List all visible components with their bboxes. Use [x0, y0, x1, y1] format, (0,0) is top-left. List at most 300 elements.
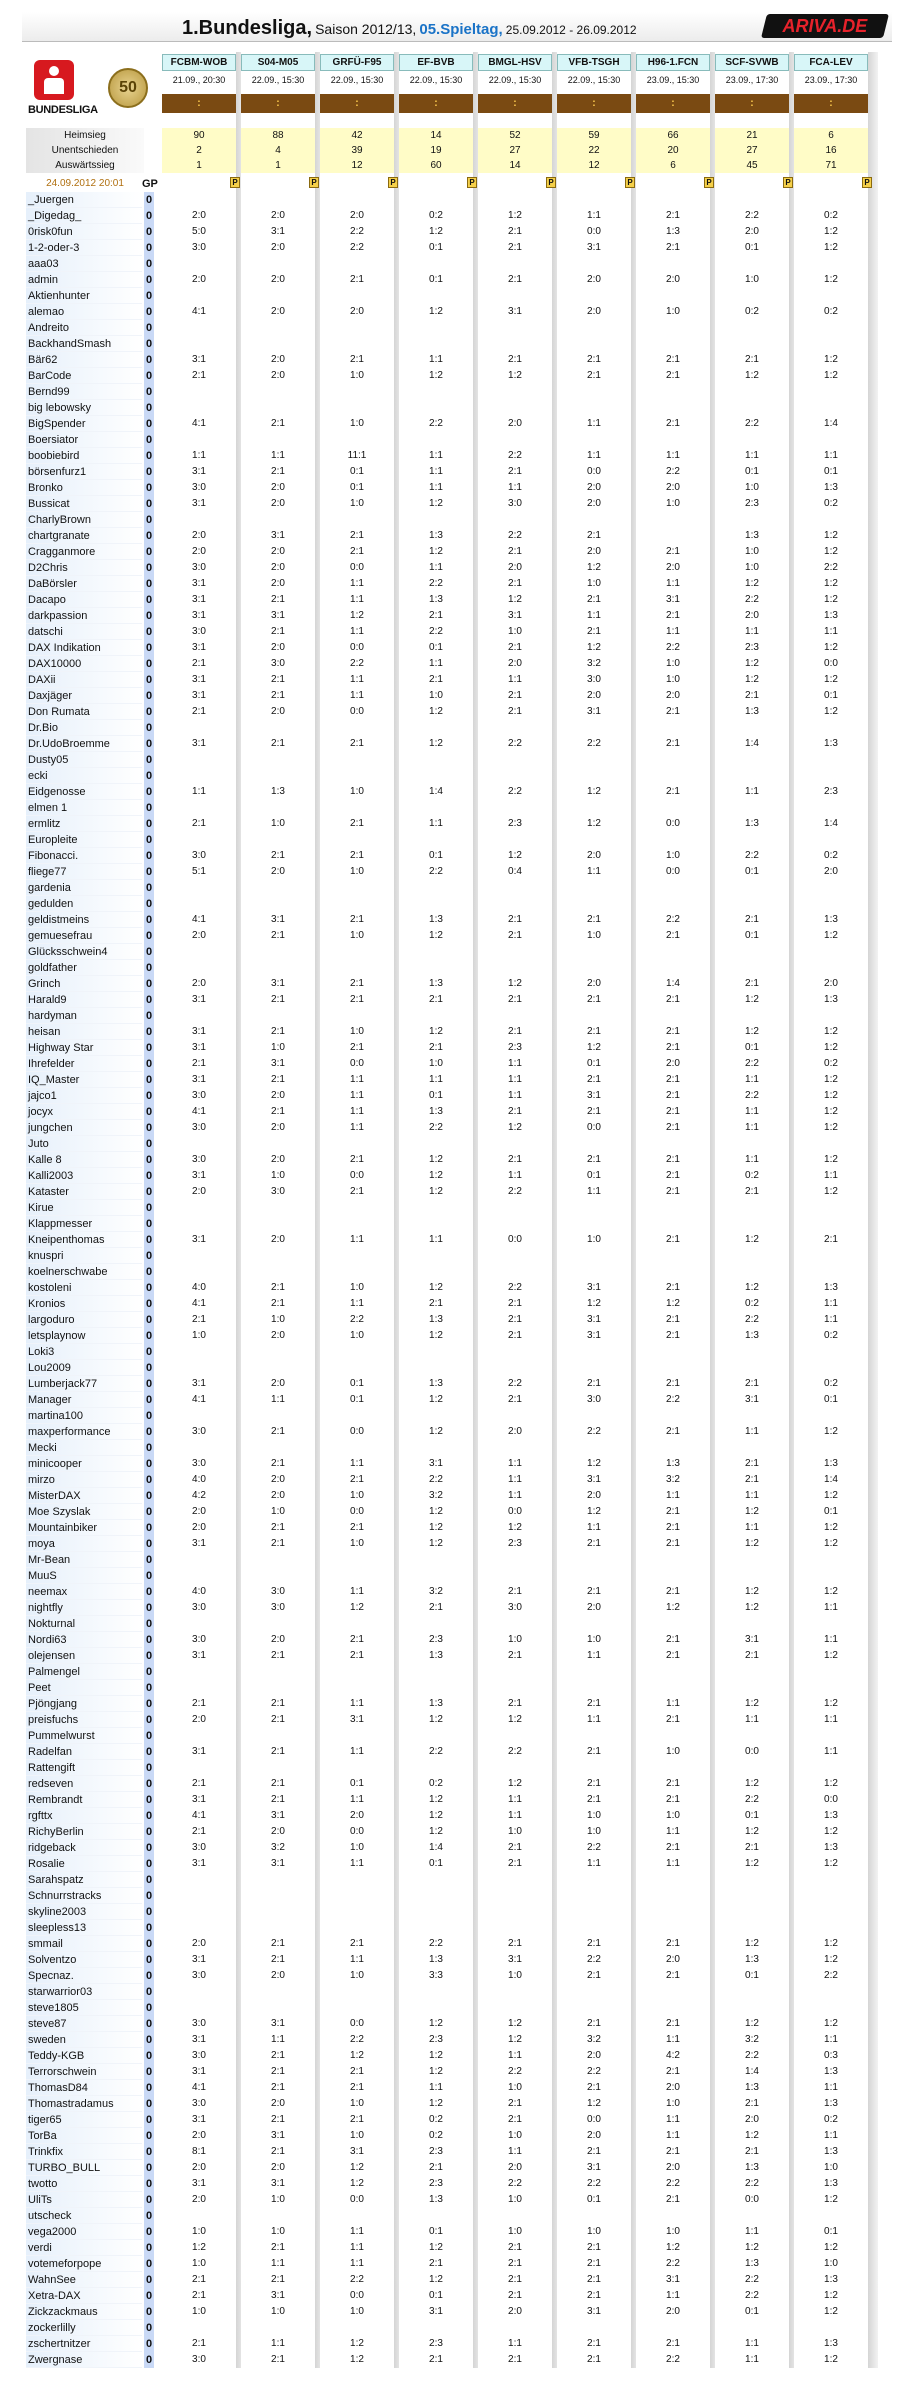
tip-cell — [715, 832, 789, 848]
match-code[interactable]: H96-1.FCN — [636, 54, 710, 71]
player-name[interactable]: Sarahspatz — [26, 1872, 142, 1888]
player-name[interactable]: Lou2009 — [26, 1360, 142, 1376]
player-name[interactable]: Juto — [26, 1136, 142, 1152]
player-name[interactable]: Don Rumata — [26, 704, 142, 720]
player-name[interactable]: Terrorschwein — [26, 2064, 142, 2080]
player-name[interactable]: ecki — [26, 768, 142, 784]
tip-cell: 3:0 — [508, 498, 522, 509]
home-win-count: 66 — [636, 128, 710, 143]
player-name[interactable]: Bussicat — [26, 496, 142, 512]
player-name[interactable]: Radelfan — [26, 1744, 142, 1760]
player-name[interactable]: _Juergen — [26, 192, 142, 208]
player-name[interactable]: olejensen — [26, 1648, 142, 1664]
tip-cell: 1:0 — [271, 1042, 285, 1053]
tip-cell: 2:1 — [745, 1186, 759, 1197]
tip-cell: 3:1 — [192, 1074, 206, 1085]
player-name[interactable]: Bär62 — [26, 352, 142, 368]
tip-cell — [399, 512, 473, 528]
player-name[interactable]: minicooper — [26, 1456, 142, 1472]
player-name[interactable]: skyline2003 — [26, 1904, 142, 1920]
tip-cell: 1:1 — [666, 2034, 680, 2045]
player-name[interactable]: Boersiator — [26, 432, 142, 448]
player-name[interactable]: Cragganmore — [26, 544, 142, 560]
tip-cell: 2:1 — [350, 818, 364, 829]
player-name[interactable]: Mecki — [26, 1440, 142, 1456]
tip-cell: 0:0 — [350, 1506, 364, 1517]
tip-cell — [636, 1200, 710, 1216]
tip-cell: 1:3 — [271, 786, 285, 797]
player-name[interactable]: Kirue — [26, 1200, 142, 1216]
tip-cell: 2:1 — [350, 978, 364, 989]
player-name[interactable]: verdi — [26, 2240, 142, 2256]
player-name[interactable]: Palmengel — [26, 1664, 142, 1680]
tip-cell: 0:0 — [824, 658, 838, 669]
player-name[interactable]: DAX Indikation — [26, 640, 142, 656]
player-name[interactable]: Teddy-KGB — [26, 2048, 142, 2064]
tip-cell — [478, 1216, 552, 1232]
tip-cell — [557, 1616, 631, 1632]
tip-cell: 3:1 — [192, 1650, 206, 1661]
tip-cell: 0:2 — [824, 850, 838, 861]
tip-cell — [794, 400, 868, 416]
points-icon[interactable]: P — [783, 177, 793, 188]
tip-cell: 1:3 — [666, 226, 680, 237]
player-gp: 0 — [145, 1538, 153, 1550]
player-name[interactable]: zschertnitzer — [26, 2336, 142, 2352]
player-name[interactable]: TURBO_BULL — [26, 2160, 142, 2176]
match-score-bar — [241, 94, 315, 113]
player-name[interactable]: Bernd99 — [26, 384, 142, 400]
tip-cell: 1:1 — [429, 1074, 443, 1085]
player-name[interactable]: Trinkfix — [26, 2144, 142, 2160]
player-gp: 0 — [145, 1202, 153, 1214]
tip-cell — [715, 2320, 789, 2336]
match-code[interactable]: FCA-LEV — [794, 54, 868, 71]
tip-cell: 4:1 — [192, 1394, 206, 1405]
tip-cell: 1:1 — [666, 450, 680, 461]
tip-cell: 3:1 — [429, 1458, 443, 1469]
player-gp: 0 — [145, 1762, 153, 1774]
tip-cell — [715, 1344, 789, 1360]
player-name[interactable]: kostoleni — [26, 1280, 142, 1296]
tip-cell: 1:1 — [587, 418, 601, 429]
tip-cell: 3:0 — [508, 1602, 522, 1613]
tip-cell — [241, 1728, 315, 1744]
tip-cell — [794, 960, 868, 976]
player-name[interactable]: nightfly — [26, 1600, 142, 1616]
player-name[interactable]: Manager — [26, 1392, 142, 1408]
tip-cell: 2:3 — [745, 498, 759, 509]
player-name[interactable]: hardyman — [26, 1008, 142, 1024]
tip-cell: 1:2 — [429, 706, 443, 717]
points-icon[interactable]: P — [467, 177, 477, 188]
player-name[interactable]: heisan — [26, 1024, 142, 1040]
player-name[interactable]: MisterDAX — [26, 1488, 142, 1504]
tip-cell: 0:1 — [745, 930, 759, 941]
player-name[interactable]: Kalli2003 — [26, 1168, 142, 1184]
player-name[interactable]: Kalle 8 — [26, 1152, 142, 1168]
tip-cell: 1:2 — [666, 1602, 680, 1613]
player-name[interactable]: BackhandSmash — [26, 336, 142, 352]
tip-cell — [478, 256, 552, 272]
player-gp: 0 — [145, 2082, 153, 2094]
player-name[interactable]: Andreito — [26, 320, 142, 336]
draw-count: 22 — [557, 143, 631, 158]
match-code[interactable]: BMGL-HSV — [478, 54, 552, 71]
tip-cell: 2:1 — [508, 2274, 522, 2285]
tip-cell: 1:1 — [271, 450, 285, 461]
player-name[interactable]: starwarrior03 — [26, 1984, 142, 2000]
player-name[interactable]: Nordi63 — [26, 1632, 142, 1648]
player-name[interactable]: gardenia — [26, 880, 142, 896]
points-icon[interactable]: P — [862, 177, 872, 188]
player-name[interactable]: vega2000 — [26, 2224, 142, 2240]
player-name[interactable]: BigSpender — [26, 416, 142, 432]
tip-cell: 1:3 — [429, 1698, 443, 1709]
ariva-logo-text: ARIVA.DE — [782, 16, 868, 36]
player-name[interactable]: steve1805 — [26, 2000, 142, 2016]
player-name[interactable]: Ihrefelder — [26, 1056, 142, 1072]
player-name[interactable]: admin — [26, 272, 142, 288]
tip-cell: 1:4 — [429, 786, 443, 797]
tip-cell: 2:1 — [666, 1522, 680, 1533]
match-kickoff: 22.09., 15:30 — [320, 72, 394, 89]
date-range: 25.09.2012 - 26.09.2012 — [505, 23, 637, 37]
player-name[interactable]: big lebowsky — [26, 400, 142, 416]
player-name[interactable]: elmen 1 — [26, 800, 142, 816]
tip-cell: 2:0 — [271, 354, 285, 365]
player-name[interactable]: Rembrandt — [26, 1792, 142, 1808]
player-name[interactable]: knuspri — [26, 1248, 142, 1264]
tip-cell: 2:0 — [192, 2162, 206, 2173]
player-name[interactable]: Lumberjack77 — [26, 1376, 142, 1392]
tip-cell: 0:0 — [745, 2194, 759, 2205]
tip-cell — [399, 1440, 473, 1456]
player-name[interactable]: DaBörsler — [26, 576, 142, 592]
player-name[interactable]: votemeforpope — [26, 2256, 142, 2272]
player-name[interactable]: chartgranate — [26, 528, 142, 544]
tip-cell — [557, 1248, 631, 1264]
player-name[interactable]: börsenfurz1 — [26, 464, 142, 480]
player-name[interactable]: sleepless13 — [26, 1920, 142, 1936]
tip-cell: 2:0 — [271, 562, 285, 573]
player-name[interactable]: alemao — [26, 304, 142, 320]
tip-cell — [399, 832, 473, 848]
player-name[interactable]: Grinch — [26, 976, 142, 992]
player-name[interactable]: letsplaynow — [26, 1328, 142, 1344]
player-name[interactable]: Mr-Bean — [26, 1552, 142, 1568]
tip-cell: 2:1 — [666, 610, 680, 621]
player-name[interactable]: steve87 — [26, 2016, 142, 2032]
points-icon[interactable]: P — [309, 177, 319, 188]
player-name[interactable]: D2Chris — [26, 560, 142, 576]
matchday-link[interactable]: 05.Spieltag, — [419, 21, 503, 38]
player-gp: 0 — [145, 1506, 153, 1518]
player-name[interactable]: koelnerschwabe — [26, 1264, 142, 1280]
player-name[interactable]: UliTs — [26, 2192, 142, 2208]
player-name[interactable]: Nokturnal — [26, 1616, 142, 1632]
player-gp: 0 — [145, 738, 153, 750]
points-icon[interactable]: P — [546, 177, 556, 188]
player-name[interactable]: ermlitz — [26, 816, 142, 832]
player-name[interactable]: Thomastradamus — [26, 2096, 142, 2112]
player-name[interactable]: ridgeback — [26, 1840, 142, 1856]
tip-cell: 2:1 — [271, 2066, 285, 2077]
player-name[interactable]: Dusty05 — [26, 752, 142, 768]
player-name[interactable]: MuuS — [26, 1568, 142, 1584]
player-name[interactable]: goldfather — [26, 960, 142, 976]
tip-cell — [162, 1920, 236, 1936]
player-name[interactable]: Bronko — [26, 480, 142, 496]
player-name[interactable]: fliege77 — [26, 864, 142, 880]
tip-cell — [241, 752, 315, 768]
player-name[interactable]: Moe Szyslak — [26, 1504, 142, 1520]
tip-cell — [399, 2208, 473, 2224]
player-name[interactable]: ThomasD84 — [26, 2080, 142, 2096]
tip-cell — [478, 1408, 552, 1424]
player-name[interactable]: Pummelwurst — [26, 1728, 142, 1744]
player-name[interactable]: preisfuchs — [26, 1712, 142, 1728]
player-gp: 0 — [145, 306, 153, 318]
match-code[interactable]: GRFÜ-F95 — [320, 54, 394, 71]
match-kickoff: 23.09., 15:30 — [636, 72, 710, 89]
player-gp: 0 — [145, 2258, 153, 2270]
tip-cell: 2:0 — [271, 642, 285, 653]
tip-cell: 1:0 — [508, 2082, 522, 2093]
match-code[interactable]: FCBM-WOB — [162, 54, 236, 71]
player-name[interactable]: Aktienhunter — [26, 288, 142, 304]
tip-cell — [794, 1872, 868, 1888]
player-gp: 0 — [145, 2226, 153, 2238]
player-name[interactable]: Pjöngjang — [26, 1696, 142, 1712]
tip-cell: 4:0 — [192, 1586, 206, 1597]
tip-cell: 3:0 — [192, 2354, 206, 2365]
tip-cell: 1:1 — [587, 1186, 601, 1197]
player-name[interactable]: gedulden — [26, 896, 142, 912]
tip-cell: 4:0 — [192, 1282, 206, 1293]
tip-cell — [478, 1008, 552, 1024]
tip-cell: 1:2 — [824, 2018, 838, 2029]
player-name[interactable]: jocyx — [26, 1104, 142, 1120]
player-name[interactable]: tiger65 — [26, 2112, 142, 2128]
ariva-logo[interactable] — [761, 14, 889, 38]
tip-cell — [715, 896, 789, 912]
tip-cell: 1:1 — [745, 1714, 759, 1725]
player-gp: 0 — [145, 1682, 153, 1694]
tip-cell: 1:3 — [429, 530, 443, 541]
tip-cell: 0:1 — [745, 1970, 759, 1981]
tip-cell: 3:1 — [271, 2290, 285, 2301]
points-icon[interactable]: P — [388, 177, 398, 188]
tip-cell — [636, 1408, 710, 1424]
player-name[interactable]: aaa03 — [26, 256, 142, 272]
tip-cell: 1:3 — [824, 1842, 838, 1853]
tip-cell: 1:1 — [587, 1714, 601, 1725]
tip-cell: 0:2 — [824, 210, 838, 221]
player-gp: 0 — [145, 2338, 153, 2350]
player-name[interactable]: IQ_Master — [26, 1072, 142, 1088]
player-name[interactable]: RichyBerlin — [26, 1824, 142, 1840]
player-name[interactable]: Zickzackmaus — [26, 2304, 142, 2320]
tip-cell: 1:0 — [824, 2258, 838, 2269]
tip-cell — [320, 512, 394, 528]
player-name[interactable]: jungchen — [26, 1120, 142, 1136]
tip-cell — [241, 192, 315, 208]
tip-cell — [794, 336, 868, 352]
tip-cell: 2:1 — [587, 1074, 601, 1085]
player-gp: 0 — [145, 226, 153, 238]
tip-cell — [241, 1616, 315, 1632]
tip-cell — [715, 944, 789, 960]
player-name[interactable]: neemax — [26, 1584, 142, 1600]
player-gp: 0 — [145, 1170, 153, 1182]
player-name[interactable]: WahnSee — [26, 2272, 142, 2288]
tip-cell — [715, 2208, 789, 2224]
tip-cell: 0:1 — [429, 1090, 443, 1101]
player-name[interactable]: maxperformance — [26, 1424, 142, 1440]
player-name[interactable]: 0risk0fun — [26, 224, 142, 240]
tip-cell — [557, 320, 631, 336]
away-win-count: 6 — [636, 158, 710, 173]
player-name[interactable]: twotto — [26, 2176, 142, 2192]
tip-cell: 1:0 — [508, 2226, 522, 2237]
player-name[interactable]: moya — [26, 1536, 142, 1552]
player-name[interactable]: Highway Star — [26, 1040, 142, 1056]
tip-cell: 1:1 — [508, 1074, 522, 1085]
tip-cell: 1:1 — [587, 210, 601, 221]
player-name[interactable]: Specnaz. — [26, 1968, 142, 1984]
player-name[interactable]: Dr.UdoBroemme — [26, 736, 142, 752]
player-name[interactable]: Klappmesser — [26, 1216, 142, 1232]
tip-cell — [162, 1664, 236, 1680]
tip-cell — [794, 2320, 868, 2336]
match-kickoff: 22.09., 15:30 — [399, 72, 473, 89]
player-name[interactable]: BarCode — [26, 368, 142, 384]
player-name[interactable]: largoduro — [26, 1312, 142, 1328]
tip-cell: 1:2 — [824, 530, 838, 541]
player-name[interactable]: Glücksschwein4 — [26, 944, 142, 960]
player-name[interactable]: Dr.Bio — [26, 720, 142, 736]
season-label: Saison 2012/13, — [315, 21, 417, 37]
player-name[interactable]: darkpassion — [26, 608, 142, 624]
tip-cell: 2:1 — [666, 1778, 680, 1789]
player-name[interactable]: Eidgenosse — [26, 784, 142, 800]
tip-cell: 1:2 — [824, 1074, 838, 1085]
player-name[interactable]: gemuesefrau — [26, 928, 142, 944]
tip-cell — [636, 1344, 710, 1360]
player-name[interactable]: DAXii — [26, 672, 142, 688]
player-name[interactable]: sweden — [26, 2032, 142, 2048]
player-name[interactable]: boobiebird — [26, 448, 142, 464]
player-name[interactable]: Mountainbiker — [26, 1520, 142, 1536]
tip-cell: 1:2 — [824, 1026, 838, 1037]
player-name[interactable]: DAX10000 — [26, 656, 142, 672]
player-name[interactable]: Rattengift — [26, 1760, 142, 1776]
player-name[interactable]: Kronios — [26, 1296, 142, 1312]
tip-cell: 0:0 — [350, 706, 364, 717]
player-name[interactable]: Zwergnase — [26, 2352, 142, 2368]
player-name[interactable]: Europleite — [26, 832, 142, 848]
tip-cell — [320, 944, 394, 960]
player-name[interactable]: Fibonacci. — [26, 848, 142, 864]
player-name[interactable]: rgfttx — [26, 1808, 142, 1824]
tip-cell: 0:0 — [350, 562, 364, 573]
player-gp: 0 — [145, 1474, 153, 1486]
tip-cell: 1:0 — [192, 1330, 206, 1341]
tip-cell: 1:1 — [508, 1458, 522, 1469]
tip-cell — [162, 896, 236, 912]
player-name[interactable]: datschi — [26, 624, 142, 640]
player-name[interactable]: Peet — [26, 1680, 142, 1696]
tip-cell — [557, 1008, 631, 1024]
player-name[interactable]: Dacapo — [26, 592, 142, 608]
player-name[interactable]: Xetra-DAX — [26, 2288, 142, 2304]
tip-cell: 0:0 — [666, 866, 680, 877]
tip-cell — [636, 752, 710, 768]
match-code[interactable]: S04-M05 — [241, 54, 315, 71]
player-name[interactable]: Kataster — [26, 1184, 142, 1200]
tip-cell — [320, 256, 394, 272]
tip-cell — [478, 832, 552, 848]
player-name[interactable]: martina100 — [26, 1408, 142, 1424]
tip-cell — [162, 256, 236, 272]
tip-cell — [636, 720, 710, 736]
player-name[interactable]: smmail — [26, 1936, 142, 1952]
tip-cell: 1:2 — [587, 1298, 601, 1309]
match-code[interactable]: EF-BVB — [399, 54, 473, 71]
player-gp: 0 — [145, 914, 153, 926]
player-name[interactable]: utscheck — [26, 2208, 142, 2224]
tip-cell: 1:1 — [350, 690, 364, 701]
player-name[interactable]: TorBa — [26, 2128, 142, 2144]
tip-cell — [320, 1760, 394, 1776]
points-icon[interactable]: P — [230, 177, 240, 188]
player-name[interactable]: Solventzo — [26, 1952, 142, 1968]
player-name[interactable]: zockerlilly — [26, 2320, 142, 2336]
match-code[interactable]: SCF-SVWB — [715, 54, 789, 71]
player-name[interactable]: Rosalie — [26, 1856, 142, 1872]
points-icon[interactable]: P — [625, 177, 635, 188]
tip-cell: 1:2 — [429, 1330, 443, 1341]
tip-cell: 2:1 — [429, 1298, 443, 1309]
tip-cell — [478, 1664, 552, 1680]
tip-cell: 1:2 — [429, 738, 443, 749]
tip-cell — [162, 768, 236, 784]
points-icon[interactable]: P — [704, 177, 714, 188]
tip-cell: 1:0 — [350, 1842, 364, 1853]
tip-cell: 0:0 — [666, 818, 680, 829]
player-name[interactable]: redseven — [26, 1776, 142, 1792]
tip-cell — [557, 1552, 631, 1568]
tip-cell — [557, 1904, 631, 1920]
player-name[interactable]: Harald9 — [26, 992, 142, 1008]
player-name[interactable]: Kneipenthomas — [26, 1232, 142, 1248]
player-name[interactable]: _Digedag_ — [26, 208, 142, 224]
tip-cell: 3:2 — [271, 1842, 285, 1853]
tip-cell — [320, 2320, 394, 2336]
player-name[interactable]: CharlyBrown — [26, 512, 142, 528]
player-name[interactable]: 1-2-oder-3 — [26, 240, 142, 256]
player-name[interactable]: mirzo — [26, 1472, 142, 1488]
player-name[interactable]: Loki3 — [26, 1344, 142, 1360]
player-name[interactable]: jajco1 — [26, 1088, 142, 1104]
player-name[interactable]: Schnurrstracks — [26, 1888, 142, 1904]
tip-cell: 1:1 — [429, 354, 443, 365]
tip-cell: 2:1 — [587, 1970, 601, 1981]
player-name[interactable]: Daxjäger — [26, 688, 142, 704]
player-name[interactable]: geldistmeins — [26, 912, 142, 928]
match-code[interactable]: VFB-TSGH — [557, 54, 631, 71]
